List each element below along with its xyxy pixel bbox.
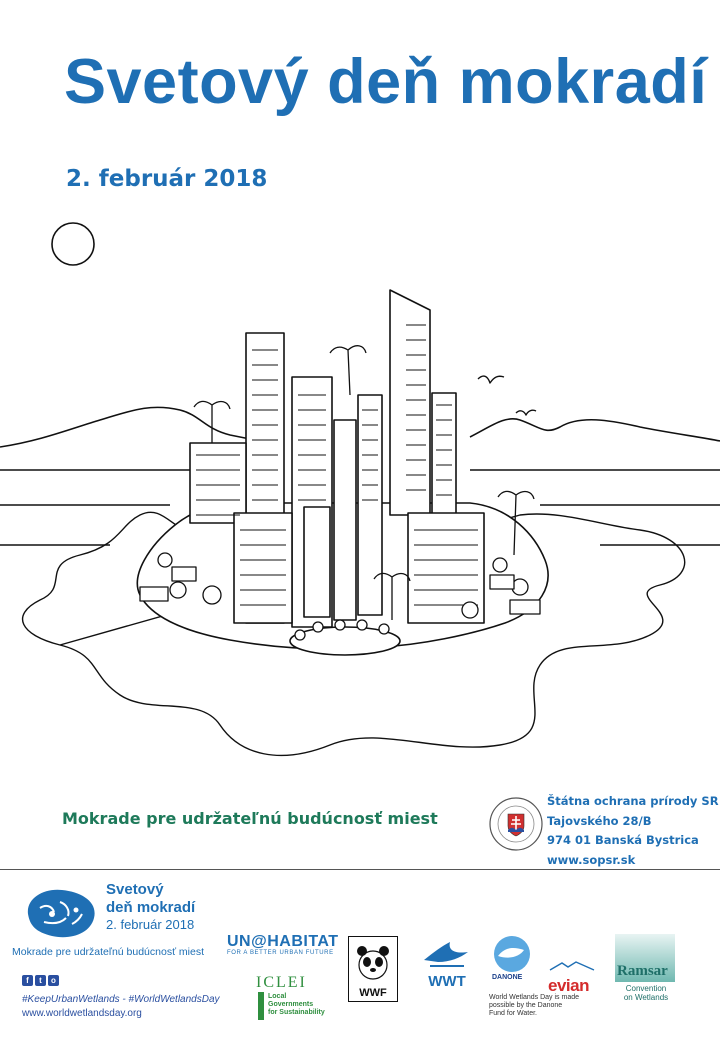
evian-name: evian bbox=[548, 976, 589, 995]
facebook-icon[interactable]: f bbox=[22, 975, 33, 986]
ramsar-subtitle bbox=[615, 984, 677, 1002]
organizer-name: Štátna ochrana prírody SR bbox=[547, 794, 719, 808]
wwt-name: WWT bbox=[428, 973, 466, 990]
poster-slogan: Mokrade pre udržateľnú budúcnosť miest bbox=[62, 809, 438, 828]
ramsar-name: Ramsar bbox=[617, 963, 668, 979]
ramsar-line2: on Wetlands bbox=[623, 993, 669, 1002]
danone-logo bbox=[490, 934, 534, 979]
unhabitat-name: UN@HABITAT bbox=[227, 933, 339, 950]
birds bbox=[478, 376, 536, 415]
mountain-icon bbox=[548, 961, 596, 971]
iclei-subtitle bbox=[268, 993, 328, 1017]
wetlands-day-logo-icon bbox=[22, 884, 100, 942]
skyscrapers bbox=[190, 290, 484, 627]
iclei-name: ICLEI bbox=[256, 974, 307, 991]
instagram-icon[interactable]: o bbox=[48, 975, 59, 986]
poster-title: Svetový deň mokradí bbox=[64, 47, 708, 117]
danone-globe-icon bbox=[490, 934, 534, 974]
unhabitat-logo bbox=[227, 934, 339, 956]
unhabitat-tagline: FOR A BETTER URBAN FUTURE bbox=[227, 950, 334, 956]
wetlands-day-slogan: Mokrade pre udržateľnú budúcnosť miest bbox=[12, 946, 205, 958]
sopsr-seal-icon bbox=[488, 796, 544, 852]
iclei-line3: for Sustainability bbox=[268, 1009, 325, 1016]
wwt-logo bbox=[420, 938, 474, 990]
danone-credit: World Wetlands Day is made possible by the Danone Fund for Water. bbox=[489, 994, 579, 1017]
iclei-bar bbox=[258, 992, 264, 1020]
poster-date: 2. február 2018 bbox=[66, 166, 268, 192]
city-island-illustration bbox=[0, 215, 720, 785]
organizer-web-link[interactable]: www.sopsr.sk bbox=[547, 852, 636, 867]
wetlands-day-title-line1: Svetový bbox=[106, 881, 164, 898]
wetlands-day-url[interactable]: www.worldwetlandsday.org bbox=[22, 1008, 142, 1019]
iclei-line2: Governments bbox=[268, 1001, 314, 1008]
ramsar-logo bbox=[615, 934, 677, 1002]
organizer-street: Tajovského 28/B bbox=[547, 813, 652, 828]
evian-logo bbox=[548, 958, 596, 996]
footer-divider bbox=[0, 869, 720, 870]
wwf-name: WWF bbox=[359, 987, 387, 999]
organizer-city: 974 01 Banská Bystrica bbox=[547, 833, 699, 847]
iclei-line1: Local bbox=[268, 993, 287, 1000]
sun-icon bbox=[52, 223, 94, 265]
iclei-logo bbox=[256, 975, 328, 1017]
organizer-contact bbox=[547, 792, 719, 870]
wwf-logo bbox=[348, 936, 398, 1002]
wetlands-day-date: 2. február 2018 bbox=[106, 917, 195, 932]
social-icons bbox=[22, 975, 59, 986]
swan-icon bbox=[420, 938, 474, 970]
wetlands-day-title-line2: deň mokradí bbox=[106, 899, 196, 916]
ramsar-line1: Convention bbox=[625, 984, 667, 993]
twitter-icon[interactable]: t bbox=[35, 975, 46, 986]
wetlands-day-title bbox=[106, 881, 195, 917]
panda-icon bbox=[355, 943, 391, 981]
ramsar-mark bbox=[615, 934, 675, 982]
danone-name: DANONE bbox=[492, 974, 523, 981]
hashtags: #KeepUrbanWetlands - #WorldWetlandsDay bbox=[22, 994, 220, 1005]
